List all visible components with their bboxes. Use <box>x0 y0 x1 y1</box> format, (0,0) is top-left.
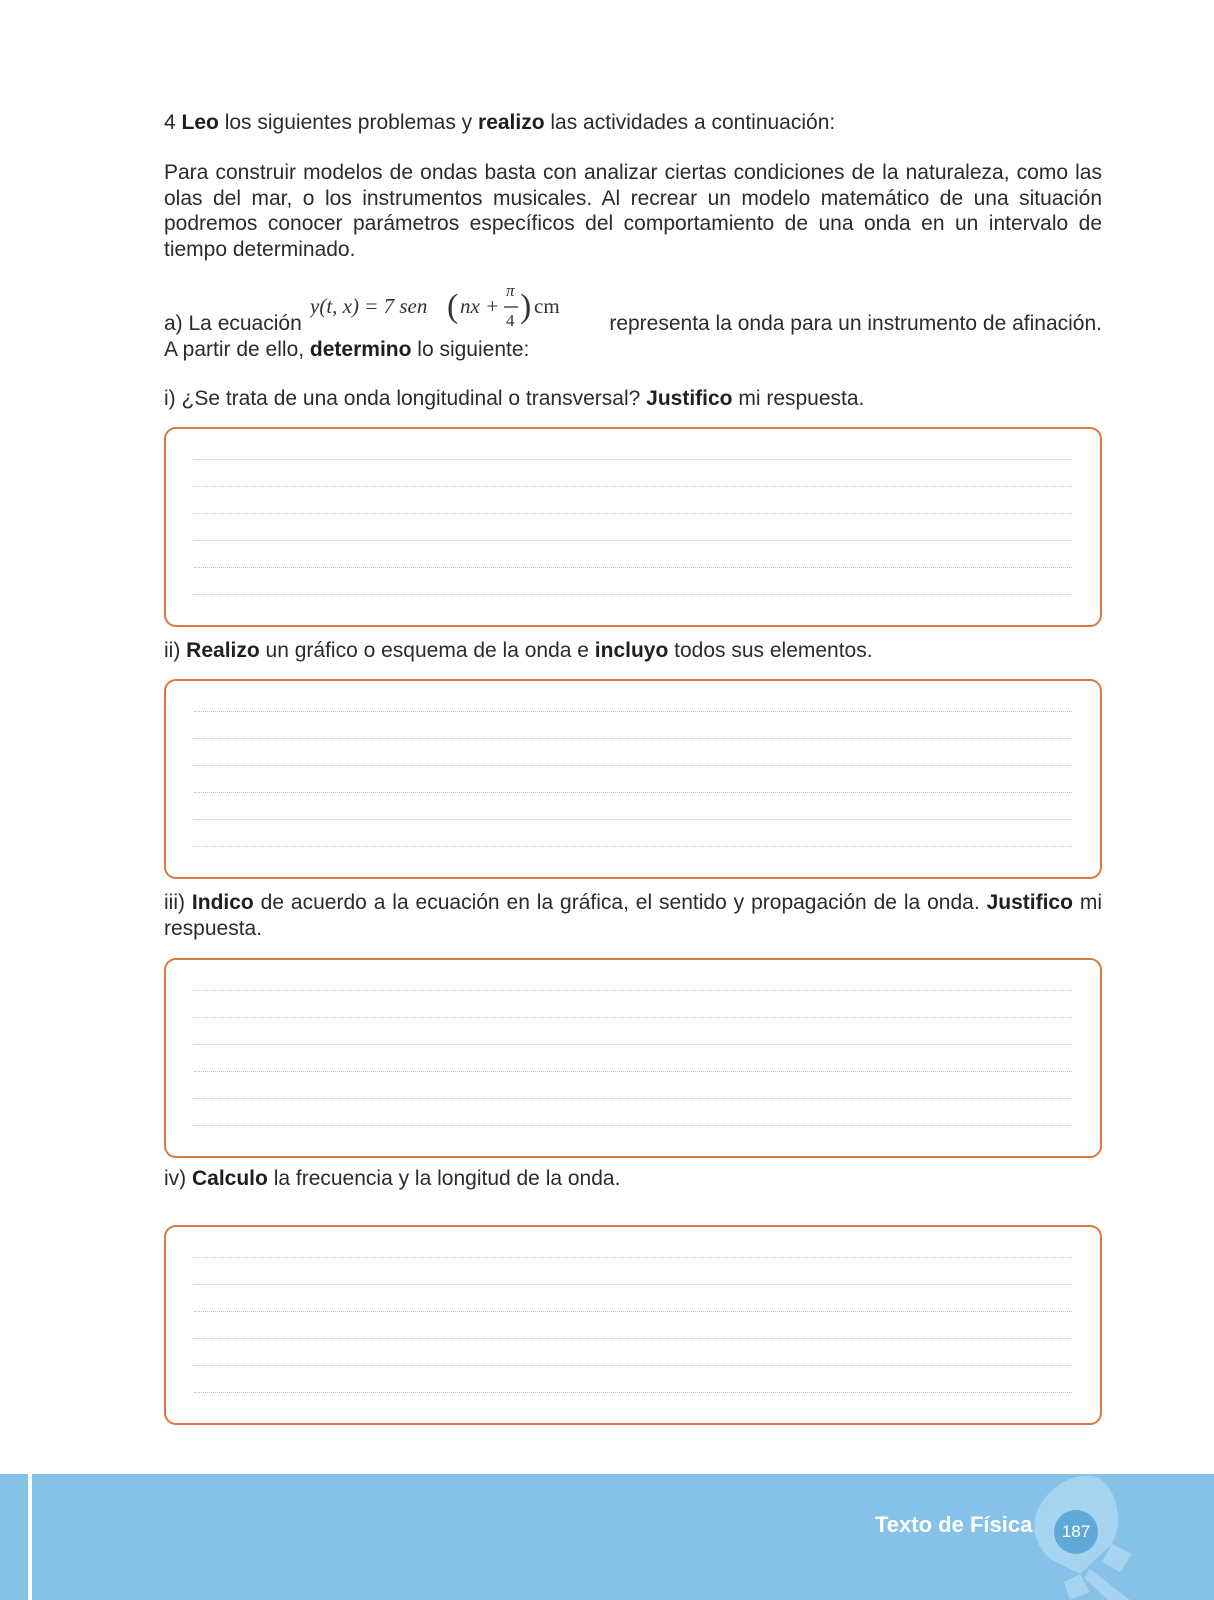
answer-line <box>194 1017 1072 1018</box>
answer-line <box>194 1044 1072 1045</box>
keyword-realizo: realizo <box>478 111 545 134</box>
wave-equation <box>310 282 578 332</box>
question-iv: iv) Calculo la frecuencia y la longitud de la onda. <box>164 1167 621 1190</box>
answer-line <box>194 594 1072 595</box>
equation-lhs: y(t, x) = 7 sen <box>310 294 428 318</box>
activity-heading: 4 Leo los siguientes problemas y realizo las actividades a continuación: <box>164 111 836 134</box>
answer-line <box>194 846 1072 847</box>
equation-paren-close: ) <box>520 288 532 325</box>
answer-line <box>194 1365 1072 1366</box>
page-footer <box>0 1474 1214 1600</box>
question-i: i) ¿Se trata de una onda longitudinal o transversal? Justifico mi respuesta. <box>164 387 865 410</box>
footer-book-title: Texto de Física <box>875 1512 1033 1537</box>
answer-line <box>194 819 1072 820</box>
answer-box-iv[interactable] <box>164 1225 1102 1425</box>
answer-line <box>194 792 1072 793</box>
answer-line <box>194 765 1072 766</box>
keyword-leo: Leo <box>181 111 219 134</box>
equation-inner: nx + <box>460 294 500 318</box>
answer-line <box>194 540 1072 541</box>
answer-box-i[interactable] <box>164 427 1102 627</box>
part-a-equation-line <box>164 282 1102 337</box>
answer-line <box>194 990 1072 991</box>
answer-line <box>194 1125 1072 1126</box>
answer-box-ii[interactable] <box>164 679 1102 879</box>
answer-line <box>194 459 1072 460</box>
equation-paren-open: ( <box>447 288 459 325</box>
answer-line <box>194 1257 1072 1258</box>
answer-line <box>194 1392 1072 1393</box>
answer-line <box>194 1071 1072 1072</box>
intro-paragraph: Para construir modelos de ondas basta con analizar ciertas condiciones de la naturaleza, como las olas del mar, o los instrumentos musicales. Al recrear un modelo matemático de una situación podremos conocer parámetros específicos del comportamiento de una onda en un intervalo de tiempo determinado. <box>164 161 1102 261</box>
answer-line <box>194 711 1072 712</box>
question-iii: iii) Indico de acuerdo a la ecuación en la gráfica, el sentido y propagación de la onda. Justifico mi respuesta. <box>164 891 1103 940</box>
answer-line <box>194 1098 1072 1099</box>
part-a-prefix: a) La ecuación <box>164 312 302 335</box>
answer-line <box>194 513 1072 514</box>
answer-box-iii[interactable] <box>164 958 1102 1158</box>
equation-numerator: π <box>506 282 515 300</box>
answer-line <box>194 486 1072 487</box>
footer-left-strip <box>28 1474 32 1600</box>
equation-unit: cm <box>534 294 560 318</box>
question-ii: ii) Realizo un gráfico o esquema de la onda e incluyo todos sus elementos. <box>164 639 873 662</box>
answer-line <box>194 1311 1072 1312</box>
page-number-badge: 187 <box>1054 1510 1098 1554</box>
answer-line <box>194 1284 1072 1285</box>
answer-line <box>194 1338 1072 1339</box>
rocket-icon <box>1020 1474 1214 1600</box>
answer-line <box>194 567 1072 568</box>
part-a-suffix: representa la onda para un instrumento de afinación. <box>609 312 1102 335</box>
equation-denominator: 4 <box>506 311 515 330</box>
part-a-instruction: A partir de ello, determino lo siguiente: <box>164 338 530 361</box>
answer-line <box>194 738 1072 739</box>
